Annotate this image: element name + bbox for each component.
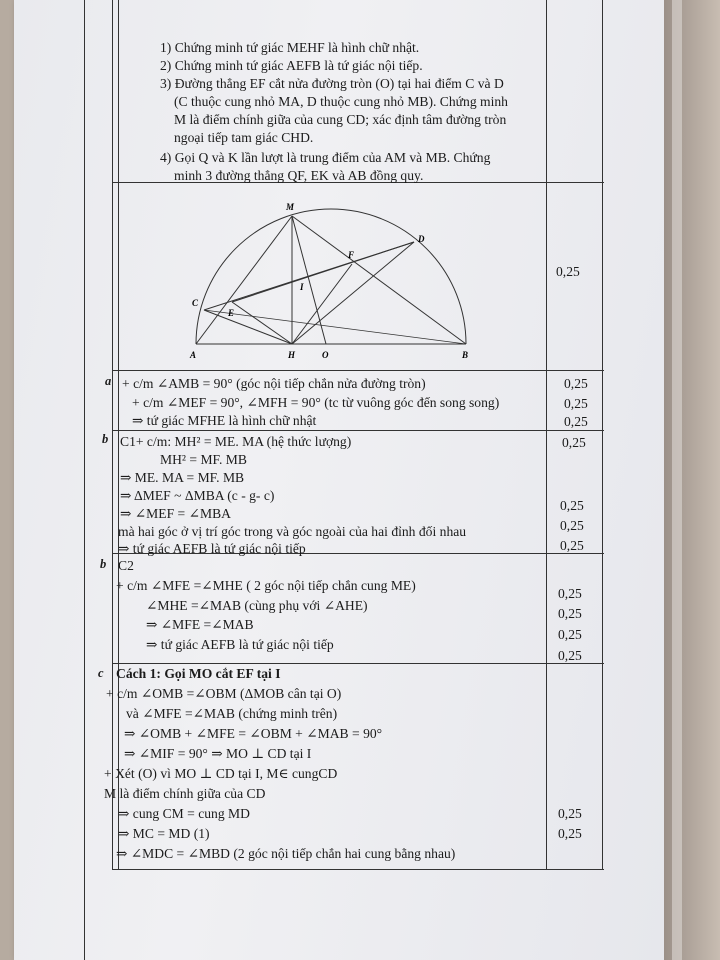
question-line: (C thuộc cung nhỏ MA, D thuộc cung nhỏ MB). Chứng minh xyxy=(174,94,508,109)
question-line: 2) Chứng minh tứ giác AEFB là tứ giác nội tiếp. xyxy=(160,58,423,73)
answer-line: M là điểm chính giữa của CD xyxy=(104,786,266,801)
table-border-score-left xyxy=(546,0,547,870)
answer-line: ⇒ ∠MDC = ∠MBD (2 góc nội tiếp chắn hai cung bằng nhau) xyxy=(116,846,456,861)
answer-line: + c/m ∠OMB =∠OBM (ΔMOB cân tại O) xyxy=(106,686,342,701)
semicircle xyxy=(196,209,466,344)
point-label: H xyxy=(288,350,296,360)
answer-line: ⇒ ME. MA = MF. MB xyxy=(120,470,245,485)
point-label: O xyxy=(322,350,329,360)
score: 0,25 xyxy=(560,538,584,553)
answer-line: ⇒ ∠MIF = 90° ⇒ MO ⊥ CD tại I xyxy=(124,746,312,761)
question-line: M là điểm chính giữa của cung CD; xác định tâm đường tròn xyxy=(174,112,507,127)
point-label: E xyxy=(228,308,235,318)
score: 0,25 xyxy=(556,264,580,279)
score: 0,25 xyxy=(560,518,584,533)
score: 0,25 xyxy=(564,396,588,411)
answer-line: ⇒ tứ giác MFHE là hình chữ nhật xyxy=(132,413,317,428)
answer-line: ⇒ MC = MD (1) xyxy=(118,826,210,841)
answer-line: MH² = MF. MB xyxy=(160,452,247,467)
table-border-right xyxy=(602,0,603,870)
answer-line: ⇒ tứ giác AEFB là tứ giác nội tiếp xyxy=(146,637,334,652)
answer-line: C1+ c/m: MH² = ME. MA (hệ thức lượng) xyxy=(120,434,352,449)
score: 0,25 xyxy=(558,806,582,821)
answer-line: Cách 1: Gọi MO cắt EF tại I xyxy=(116,666,281,681)
part-label-b: b xyxy=(102,432,109,446)
point-label: I xyxy=(300,282,304,292)
table-border-inner xyxy=(118,0,119,870)
row-divider-a xyxy=(112,430,604,431)
answer-line: + c/m ∠MEF = 90°, ∠MFH = 90° (tc từ vuông góc đến song song) xyxy=(132,395,500,410)
score: 0,25 xyxy=(564,376,588,391)
score: 0,25 xyxy=(558,826,582,841)
part-label-b: b xyxy=(100,557,107,571)
answer-line: ⇒ tứ giác AEFB là tứ giác nội tiếp xyxy=(118,541,306,556)
table-border-left xyxy=(84,0,85,960)
answer-line: ⇒ ∠MEF = ∠MBA xyxy=(120,506,231,521)
answer-line: + c/m ∠MFE =∠MHE ( 2 góc nội tiếp chắn cung ME) xyxy=(116,578,416,593)
question-line: 1) Chứng minh tứ giác MEHF là hình chữ nhật. xyxy=(160,40,420,55)
question-line: ngoại tiếp tam giác CHD. xyxy=(174,130,314,145)
question-line: minh 3 đường thẳng QF, EK và AB đồng quy. xyxy=(174,168,424,183)
point-label: F xyxy=(348,250,355,260)
part-label-c: c xyxy=(98,666,104,680)
score: 0,25 xyxy=(558,586,582,601)
answer-line: mà hai góc ở vị trí góc trong và góc ngoài của hai đỉnh đối nhau xyxy=(118,524,467,539)
point-label: A xyxy=(190,350,197,360)
geometry-figure xyxy=(176,192,476,372)
answer-line: ∠MHE =∠MAB (cùng phụ với ∠AHE) xyxy=(146,598,368,613)
part-label-a: a xyxy=(105,374,112,388)
row-divider-bottom xyxy=(112,869,604,870)
answer-line: + Xét (O) vì MO ⊥ CD tại I, M∈ cungCD xyxy=(104,766,338,781)
point-label: C xyxy=(192,298,199,308)
answer-line: ⇒ ∠OMB + ∠MFE = ∠OBM + ∠MAB = 90° xyxy=(124,726,383,741)
answer-line: + c/m ∠AMB = 90° (góc nội tiếp chắn nửa đường tròn) xyxy=(122,376,426,391)
answer-line: ⇒ ΔMEF ~ ΔMBA (c - g- c) xyxy=(120,488,275,503)
answer-line: ⇒ ∠MFE =∠MAB xyxy=(146,617,254,632)
answer-line: C2 xyxy=(118,558,134,573)
point-label: D xyxy=(418,234,425,244)
score: 0,25 xyxy=(558,606,582,621)
point-label: B xyxy=(462,350,469,360)
answer-line: ⇒ cung CM = cung MD xyxy=(118,806,250,821)
score: 0,25 xyxy=(558,627,582,642)
question-line: 4) Gọi Q và K lần lượt là trung điểm của AM và MB. Chứng xyxy=(160,150,491,165)
point-label: M xyxy=(286,202,295,212)
question-line: 3) Đường thẳng EF cắt nửa đường tròn (O) tại hai điểm C và D xyxy=(160,76,504,91)
score: 0,25 xyxy=(564,414,588,429)
score: 0,25 xyxy=(562,435,586,450)
answer-line: và ∠MFE =∠MAB (chứng minh trên) xyxy=(126,706,338,721)
score: 0,25 xyxy=(558,648,582,663)
table-border-label xyxy=(112,0,113,870)
sheet-edge xyxy=(672,0,682,960)
score: 0,25 xyxy=(560,498,584,513)
row-divider-b2 xyxy=(112,663,604,664)
